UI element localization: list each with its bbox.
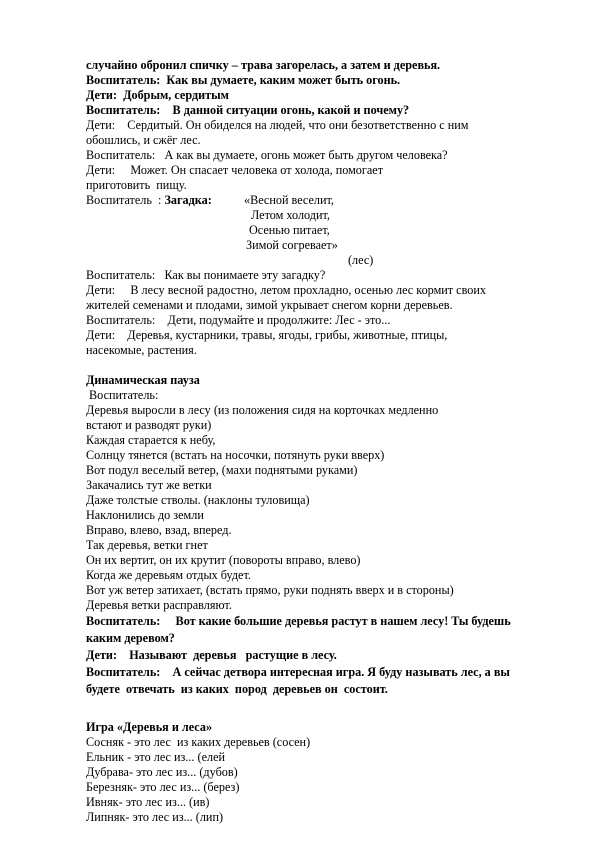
riddle-intro [86, 193, 212, 208]
text-line: Вот уж ветер затихает, (встать прямо, руки поднять вверх и в стороны) [86, 583, 454, 597]
riddle-line: Летом холодит, [251, 208, 330, 222]
text-line: Липняк- это лес из... (лип) [86, 810, 224, 824]
riddle-line: Осенью питает, [249, 223, 330, 237]
text-line: Дубрава- это лес из... (дубов) [86, 765, 238, 779]
text-line: Воспитатель: [86, 388, 159, 402]
text-line: каким деревом? [86, 631, 175, 645]
dialog-top [86, 58, 556, 193]
riddle-answer: (лес) [348, 253, 374, 267]
text-line: Когда же деревьям отдых будет. [86, 568, 251, 582]
section-title: Динамическая пауза [86, 373, 200, 387]
text-line: Воспитатель: Как вы понимаете эту загадку? [86, 268, 326, 282]
text-line: Каждая старается к небу, [86, 433, 216, 447]
text-line: Ельник - это лес из... (елей [86, 750, 225, 764]
riddle-block [86, 193, 556, 268]
text-line: Дети: Сердитый. Он обиделся на людей, что они безответственно с ним [86, 118, 469, 132]
text-line: Воспитатель: В данной ситуации огонь, какой и почему? [86, 103, 410, 117]
text-line: насекомые, растения. [86, 343, 197, 357]
text-line: Деревья выросли в лесу (из положения сидя на корточках медленно [86, 403, 439, 417]
text-line: Дети: Добрым, сердитым [86, 88, 229, 102]
text-line: Вправо, влево, взад, вперед. [86, 523, 232, 537]
text-line: Воспитатель: Вот какие большие деревья растут в нашем лесу! Ты будешь [86, 614, 511, 628]
riddle-label: Загадка: [164, 193, 212, 207]
riddle-speaker: Воспитатель : [86, 193, 165, 207]
document-page [86, 58, 556, 825]
section-title: Игра «Деревья и леса» [86, 720, 213, 734]
riddle-line: «Весной веселит, [244, 193, 334, 207]
text-line: приготовить пищу. [86, 178, 187, 192]
text-line: Воспитатель: А как вы думаете, огонь может быть другом человека? [86, 148, 448, 162]
text-line: жителей семенами и плодами, зимой укрывает снегом корни деревьев. [86, 298, 453, 312]
text-line: Так деревья, ветки гнет [86, 538, 208, 552]
game-section [86, 720, 556, 825]
text-line: Воспитатель: Как вы думаете, каким может быть огонь. [86, 73, 401, 87]
text-line: Сосняк - это лес из каких деревьев (сосен) [86, 735, 311, 749]
text-line: Солнцу тянется (встать на носочки, потянуть руки вверх) [86, 448, 385, 462]
text-line: встают и разводят руки) [86, 418, 212, 432]
text-line: случайно обронил спичку – трава загорелась, а затем и деревья. [86, 58, 441, 72]
text-line: Березняк- это лес из... (берез) [86, 780, 240, 794]
text-line: Воспитатель: А сейчас детвора интересная игра. Я буду называть лес, а вы [86, 665, 510, 679]
dialog-mid [86, 268, 556, 358]
spacer [86, 698, 556, 720]
text-line: Ивняк- это лес из... (ив) [86, 795, 210, 809]
text-line: Деревья ветки расправляют. [86, 598, 232, 612]
text-line: Он их вертит, он их крутит (повороты вправо, влево) [86, 553, 361, 567]
spacer [86, 358, 556, 373]
riddle-line: Зимой согревает» [246, 238, 338, 252]
text-line: Дети: Называют деревья растущие в лесу. [86, 648, 337, 662]
text-line: Закачались тут же ветки [86, 478, 212, 492]
text-line: обошлись, и сжёг лес. [86, 133, 201, 147]
text-line: Дети: В лесу весной радостно, летом прохладно, осенью лес кормит своих [86, 283, 486, 297]
text-line: Дети: Может. Он спасает человека от холода, помогает [86, 163, 384, 177]
text-line: Воспитатель: Дети, подумайте и продолжите: Лес - это... [86, 313, 391, 327]
text-line: Вот подул веселый ветер, (махи поднятыми руками) [86, 463, 358, 477]
text-line: будете отвечать из каких пород деревьев он состоит. [86, 682, 388, 696]
text-line: Дети: Деревья, кустарники, травы, ягоды, грибы, животные, птицы, [86, 328, 448, 342]
text-line: Наклонились до земли [86, 508, 204, 522]
dynamic-pause-section [86, 373, 556, 698]
text-line: Даже толстые стволы. (наклоны туловища) [86, 493, 310, 507]
